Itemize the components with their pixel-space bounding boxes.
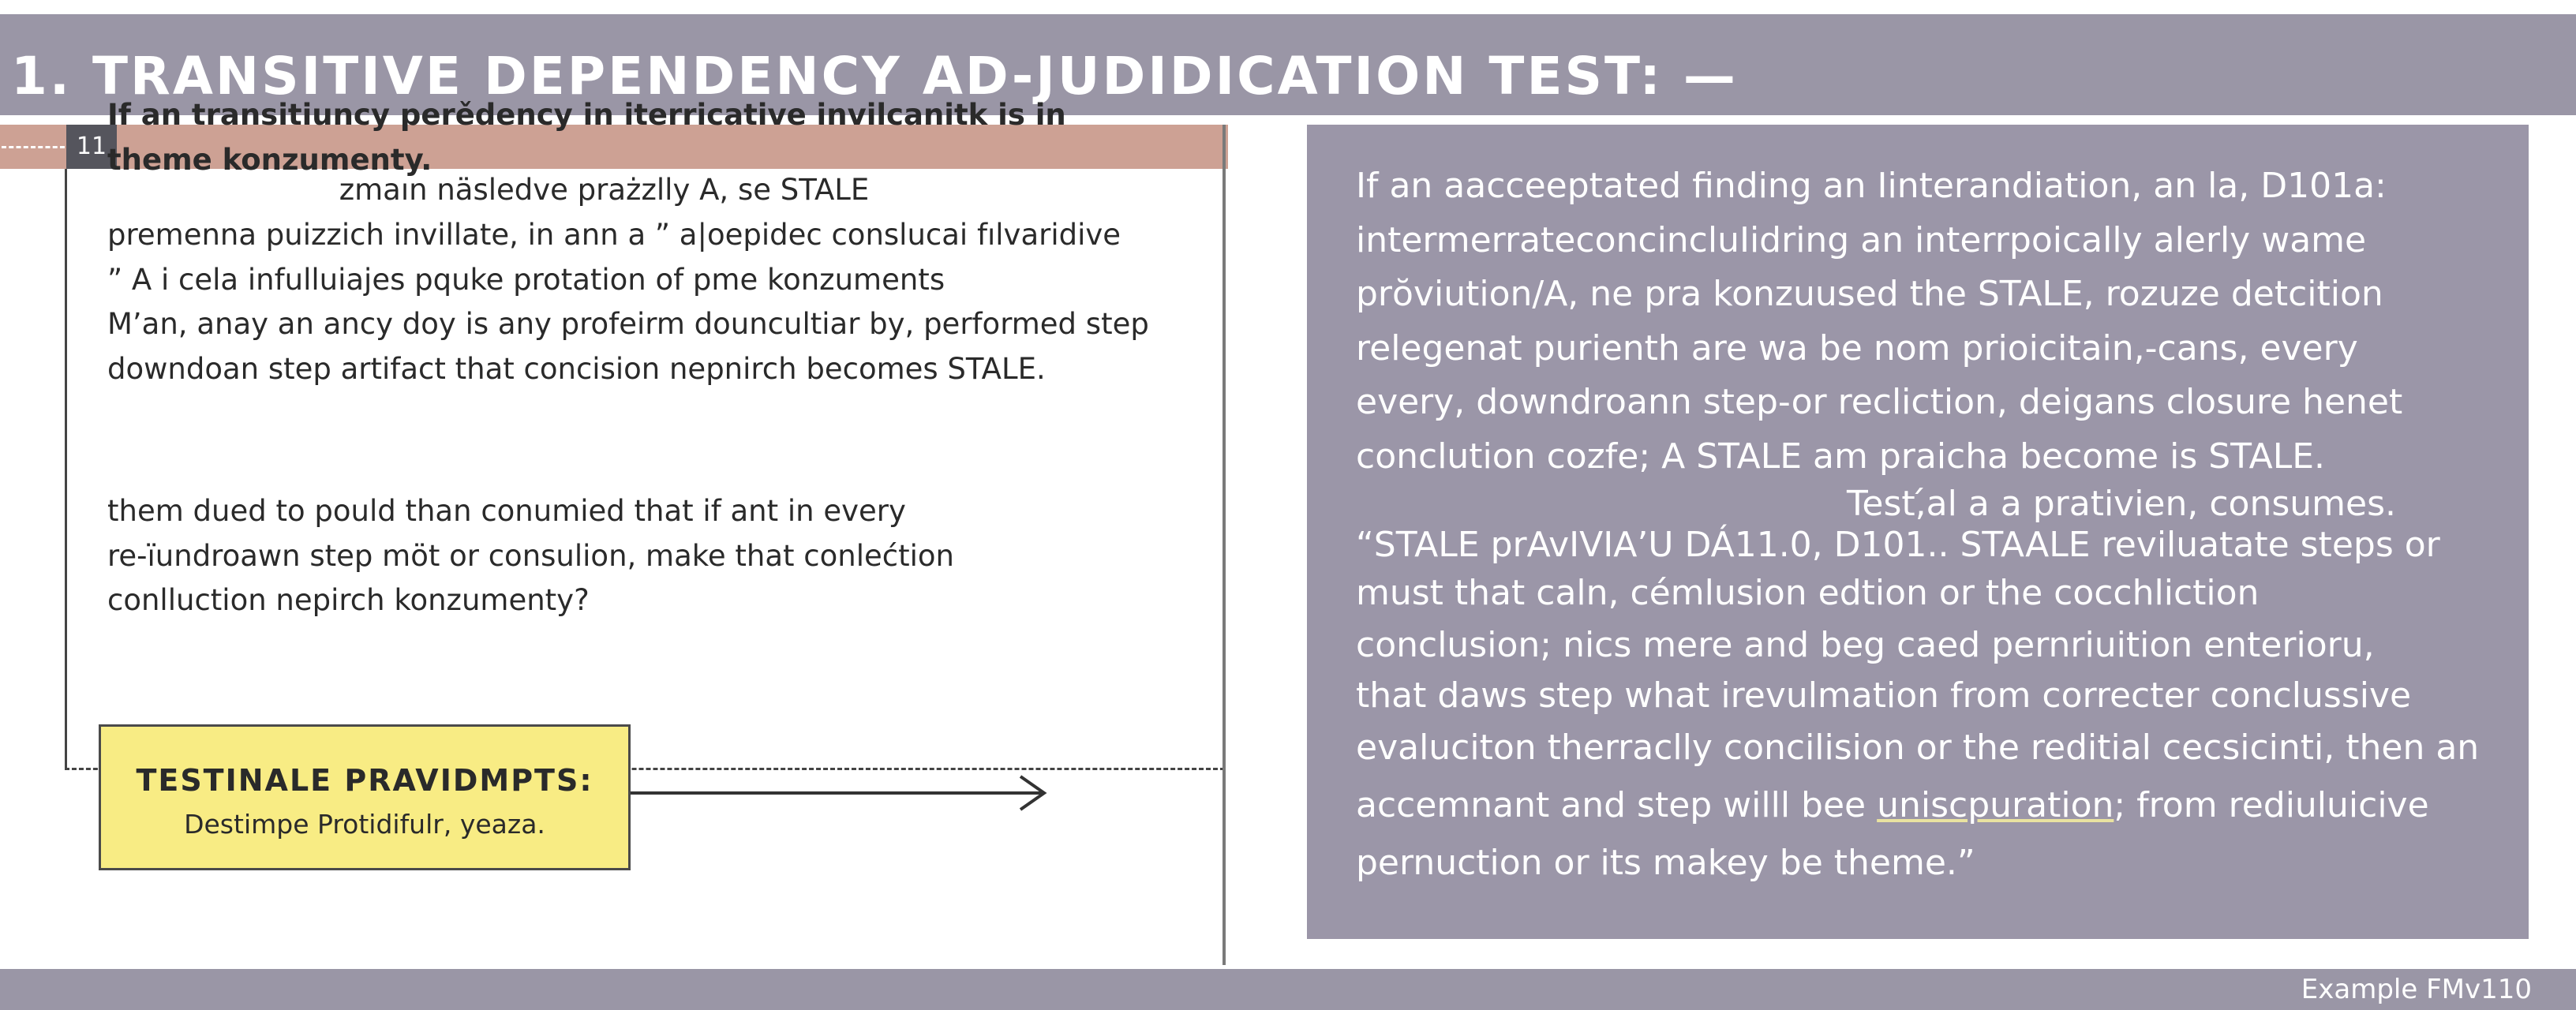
card-line: conlluction nepirch konzumenty?: [107, 583, 590, 617]
note-body: Destimpe Protidifulr, yeaza.: [184, 809, 545, 840]
card-line: zmaın näsledve prażzlly A, se STALE: [339, 173, 870, 207]
card-line: them dued to pould than conumied that if ant in every: [107, 494, 906, 528]
card-line: re-ïundroawn step möt or consulion, make that conlećtion: [107, 538, 954, 573]
right-line-test: Test,́al a a prativien, consumes.: [1847, 484, 2397, 524]
right-line-accem: [1356, 774, 2508, 837]
card-line: M’an, anay an ancy doy is any profeirm douncultiar by, performed step: [107, 307, 1149, 341]
right-quote-line: evaluciton therraclly concilision or the reditial cecsicinti, then an: [1356, 728, 2480, 768]
right-quote-line: that daws step what irevulmation from correcter conclussive: [1356, 675, 2412, 716]
right-text-segment: ; from rediuluicive: [2114, 785, 2429, 825]
card-bold-lead: If an transitiuncy perědency in iterricative invilcanitk is in theme konzumenty.: [107, 98, 1066, 177]
note-box: [99, 724, 631, 870]
right-panel: [1307, 125, 2529, 939]
card-line-0-wrapper: [107, 168, 869, 213]
right-line: conclution cozfe; A STALE am praicha become is STALE.: [1356, 436, 2326, 477]
vertical-divider: [1222, 125, 1226, 965]
right-panel-text: [1356, 159, 2508, 889]
right-line-last: pernuction or its makey be theme.”: [1356, 843, 1975, 883]
card-lines: [107, 213, 1149, 391]
underlined-term: uniscpuration: [1877, 785, 2114, 825]
right-line: If an aacceeptated finding an Iinterandiation, an la, D101a:: [1356, 166, 2387, 206]
footer-bar: [0, 969, 2576, 1010]
right-line: relegenat purienth are wa be nom prioicitain,-cans, every: [1356, 327, 2358, 368]
right-quote-line: conclusion; nics mere and beg caed pernriuition enterioru,: [1356, 625, 2375, 665]
page-title: 1. TRANSITIVE DEPENDENCY AD-JUDIDICATION TEST: —: [11, 46, 1738, 107]
right-text-segment: accemnant and step willl bee: [1356, 785, 1878, 825]
note-title: TESTINALE PRAVIDMPTS:: [136, 763, 593, 798]
card-number-badge: 11: [66, 125, 117, 169]
right-quote-line: must that caln, cémlusion edtion or the cocchliction: [1356, 573, 2260, 613]
right-line: every, downdroann step-or recliction, deigans closure henet: [1356, 382, 2403, 422]
footer-label: Example FMv110: [2301, 974, 2532, 1005]
card-line: ” A i cela infulluiajes pquke protation of pme konzuments: [107, 262, 945, 297]
right-line: prŏviution/A, ne pra konzuused the STALE, rozuze detcition: [1356, 274, 2383, 314]
card-line: premenna puizzich invillate, in ann a ” a|oepidec conslucai fılvaridive: [107, 218, 1121, 252]
arrow-right-icon: [631, 773, 1049, 813]
right-quote-line: “STALE prAvIVIA’U DÁ11.0, D101.. STAALE reviluatate steps or: [1356, 525, 2440, 565]
card-paragraph-2: [107, 489, 954, 623]
card-line: downdoan step artifact that concision nepnirch becomes STALE.: [107, 351, 1046, 386]
right-line: intermerrateconcincluIidring an interrpoically alerly wame: [1356, 219, 2367, 260]
dash-line-decoration: [2, 146, 65, 148]
